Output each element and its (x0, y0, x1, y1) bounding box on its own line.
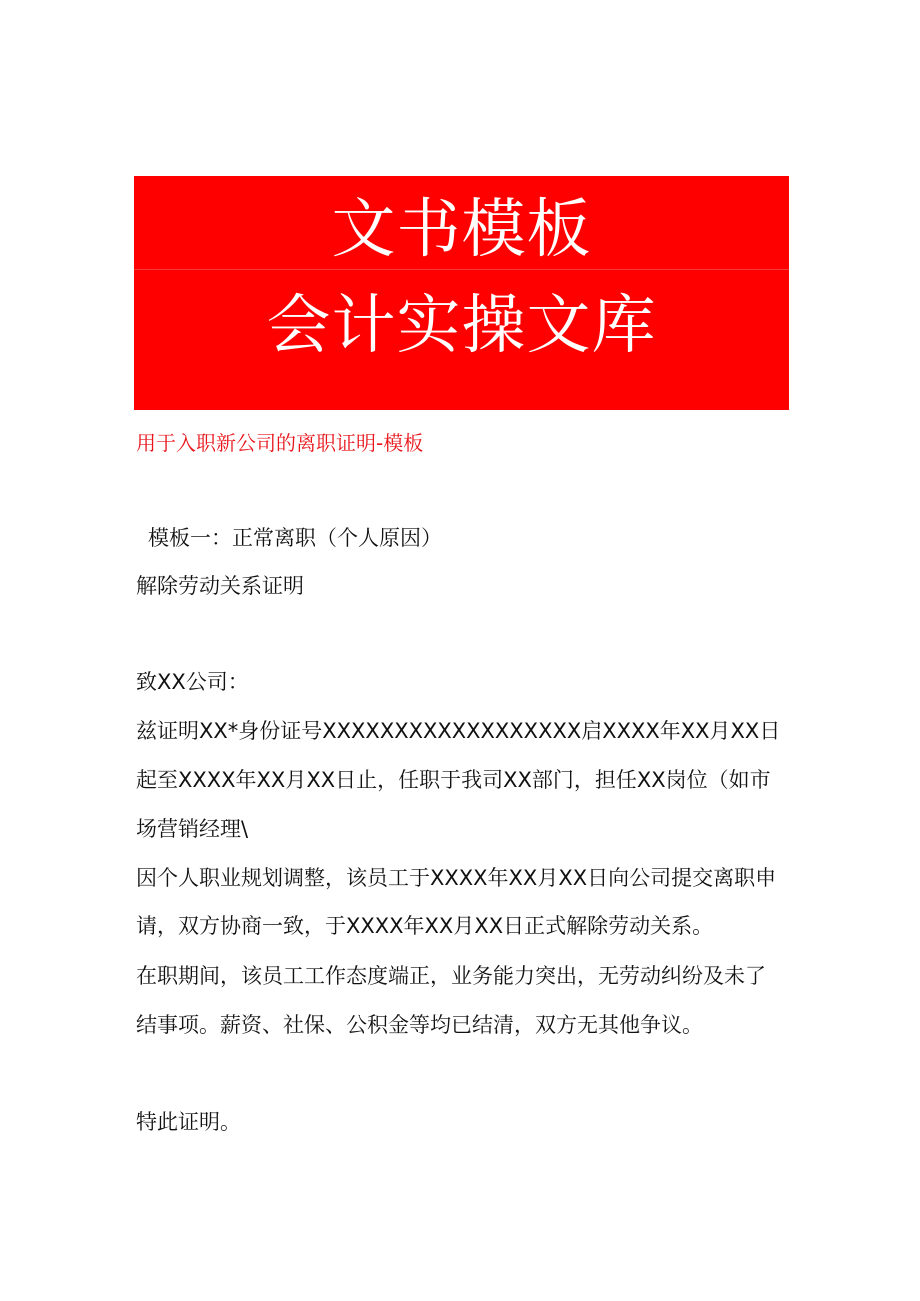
body-line: 兹证明XX*身份证号XXXXXXXXXXXXXXXXXX启XXXX年XX月XX日 (136, 719, 781, 743)
banner-divider (134, 269, 789, 270)
body-line: 场营销经理\ (136, 817, 249, 841)
banner-title-line-1: 文书模板 (331, 193, 592, 267)
certificate-title: 解除劳动关系证明 (136, 574, 304, 598)
closing-line: 特此证明。 (136, 1110, 241, 1134)
salutation: 致XX公司： (136, 670, 249, 694)
body-line: 结事项。薪资、社保、公积金等均已结清，双方无其他争议。 (136, 1013, 703, 1037)
template-heading: 模板一：正常离职（个人原因） (148, 526, 442, 550)
document-subtitle: 用于入职新公司的离职证明-模板 (136, 431, 424, 455)
body-line: 因个人职业规划调整，该员工于XXXX年XX月XX日向公司提交离职申 (136, 866, 777, 890)
banner-title-line-2: 会计实操文库 (266, 289, 657, 363)
body-line: 在职期间，该员工工作态度端正，业务能力突出，无劳动纠纷及未了 (136, 964, 766, 988)
body-line: 请，双方协商一致，于XXXX年XX月XX日正式解除劳动关系。 (136, 914, 714, 938)
body-line: 起至XXXX年XX月XX日止，任职于我司XX部门，担任XX岗位（如市 (136, 768, 771, 792)
